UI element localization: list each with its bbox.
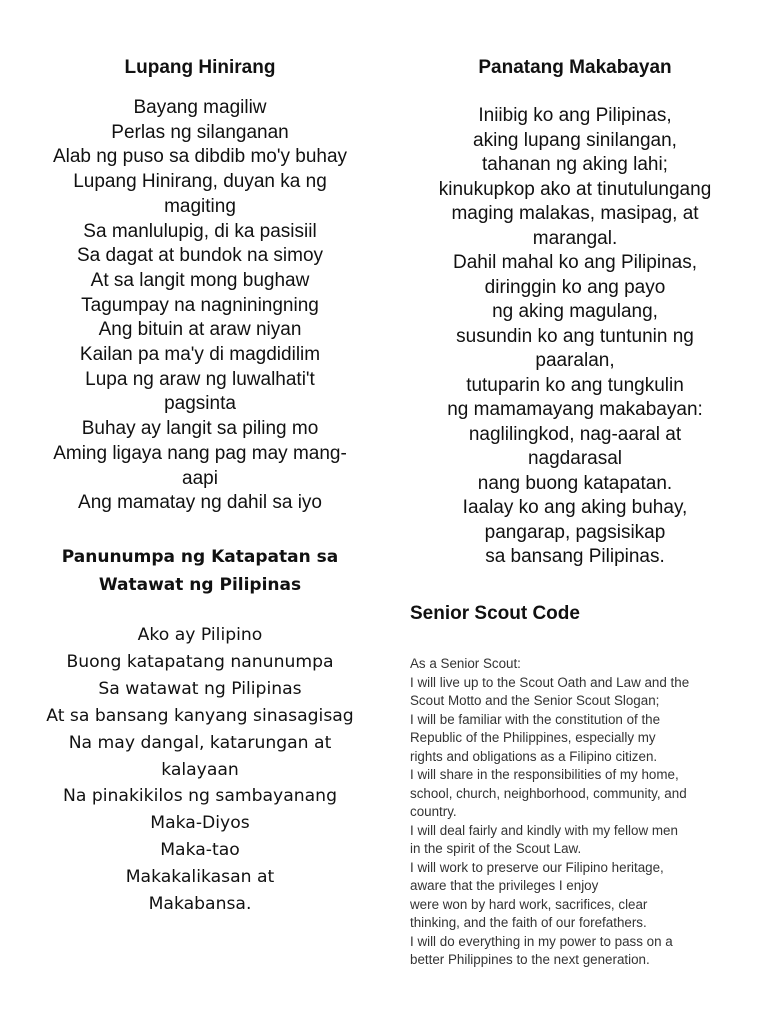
lyric-line: Kailan pa ma'y di magdidilim — [79, 344, 321, 366]
lyric-line: aapi — [182, 467, 218, 489]
lyric-line: Bayang magiliw — [133, 97, 267, 118]
panata-line: tahanan ng aking lahi; — [482, 154, 668, 175]
lupang-hinirang-lyrics — [30, 96, 370, 516]
lyric-line: Alab ng puso sa dibdib mo'y buhay — [52, 146, 348, 168]
scout-code-line: rights and obligations as a Filipino citizen. — [410, 748, 658, 764]
panata-line: aking lupang sinilangan, — [473, 129, 677, 151]
pledge-line: Maka-Diyos — [150, 813, 250, 834]
scout-code-line: I will be familiar with the constitution of the — [410, 711, 661, 727]
panata-line: ng aking magulang, — [492, 301, 658, 322]
panunumpa-text — [30, 622, 370, 918]
lyric-line: Sa manlulupig, di ka pasisiil — [83, 220, 317, 242]
pledge-line: kalayaan — [161, 759, 239, 780]
lyric-line: Ang mamatay ng dahil sa iyo — [78, 492, 322, 514]
lyric-line: Tagumpay na nagniningning — [81, 294, 319, 316]
senior-scout-code-text — [410, 655, 750, 970]
lyric-line: Lupang Hinirang, duyan ka ng — [73, 171, 327, 193]
scout-code-line: Republic of the Philippines, especially my — [410, 730, 656, 745]
panunumpa-title-line: Panunumpa ng Katapatan sa — [61, 547, 339, 567]
panata-line: marangal. — [532, 227, 618, 249]
pledge-line: Makabansa. — [148, 894, 252, 915]
panata-line: diringgin ko ang payo — [484, 276, 666, 298]
lupang-hinirang-title: Lupang Hinirang — [124, 57, 276, 78]
scout-code-line: I will live up to the Scout Oath and Law and the — [410, 674, 690, 690]
panata-line: maging malakas, masipag, at — [451, 203, 699, 224]
scout-code-line: country. — [410, 804, 457, 819]
scout-code-line: thinking, and the faith of our forefathers. — [410, 915, 647, 930]
panata-line: susundin ko ang tuntunin ng — [456, 325, 694, 347]
panata-line: naglilingkod, nag-aaral at — [468, 423, 682, 445]
pledge-line: Buong katapatang nanunumpa — [66, 651, 334, 672]
panata-line: ng mamamayang makabayan: — [447, 399, 703, 420]
panata-line: Iniibig ko ang Pilipinas, — [478, 105, 672, 126]
scout-code-line: I will deal fairly and kindly with my fellow men — [410, 822, 678, 838]
panata-line: sa bansang Pilipinas. — [485, 546, 665, 567]
scout-code-line: in the spirit of the Scout Law. — [410, 841, 582, 856]
scout-code-line: I will do everything in my power to pass on a — [410, 933, 673, 949]
lyric-line: Lupa ng araw ng luwalhati't — [85, 368, 315, 390]
pledge-line: Na pinakikilos ng sambayanang — [62, 786, 337, 807]
pledge-line: At sa bansang kanyang sinasagisag — [46, 705, 354, 726]
scout-code-line: better Philippines to the next generation. — [410, 952, 650, 967]
panata-line: tutuparin ko ang tungkulin — [466, 374, 684, 396]
lyric-line: pagsinta — [164, 393, 236, 415]
scout-code-line: Scout Motto and the Senior Scout Slogan; — [410, 693, 660, 708]
panunumpa-title — [30, 543, 370, 599]
pledge-line: Makakalikasan at — [125, 867, 275, 888]
lyric-line: At sa langit mong bughaw — [90, 269, 310, 291]
senior-scout-code-title: Senior Scout Code — [410, 603, 580, 624]
pledge-line: Sa watawat ng Pilipinas — [98, 678, 302, 699]
panata-line: paaralan, — [535, 350, 615, 371]
panata-line: Iaalay ko ang aking buhay, — [462, 497, 688, 518]
panata-line: nang buong katapatan. — [477, 472, 673, 494]
scout-code-line: school, church, neighborhood, community, and — [410, 785, 687, 801]
lyric-line: Sa dagat at bundok na simoy — [76, 245, 324, 267]
pledge-line: Maka-tao — [160, 840, 240, 861]
panata-line: Dahil mahal ko ang Pilipinas, — [453, 252, 697, 273]
scout-code-line: As a Senior Scout: — [410, 656, 521, 671]
scout-code-line: were won by hard work, sacrifices, clear — [410, 896, 648, 912]
lyric-line: Ang bituin at araw niyan — [98, 319, 302, 341]
lyric-line: magiting — [164, 195, 236, 217]
panatang-makabayan-text — [400, 104, 750, 570]
panunumpa-title-line: Watawat ng Pilipinas — [98, 575, 302, 595]
pledge-line: Na may dangal, katarungan at — [68, 732, 332, 753]
pledge-line: Ako ay Pilipino — [137, 625, 263, 645]
lyric-line: Buhay ay langit sa piling mo — [81, 418, 319, 440]
lyric-line: Perlas ng silanganan — [111, 121, 289, 143]
panata-line: nagdarasal — [527, 448, 623, 469]
panata-line: kinukupkop ako at tinutulungang — [438, 178, 712, 200]
scout-code-line: I will work to preserve our Filipino heritage, — [410, 859, 664, 875]
scout-code-line: aware that the privileges I enjoy — [410, 878, 599, 893]
panatang-makabayan-title: Panatang Makabayan — [478, 57, 672, 78]
panata-line: pangarap, pagsisikap — [484, 521, 666, 543]
lyric-line: Aming ligaya nang pag may mang- — [53, 442, 347, 464]
scout-code-line: I will share in the responsibilities of my home, — [410, 767, 679, 782]
